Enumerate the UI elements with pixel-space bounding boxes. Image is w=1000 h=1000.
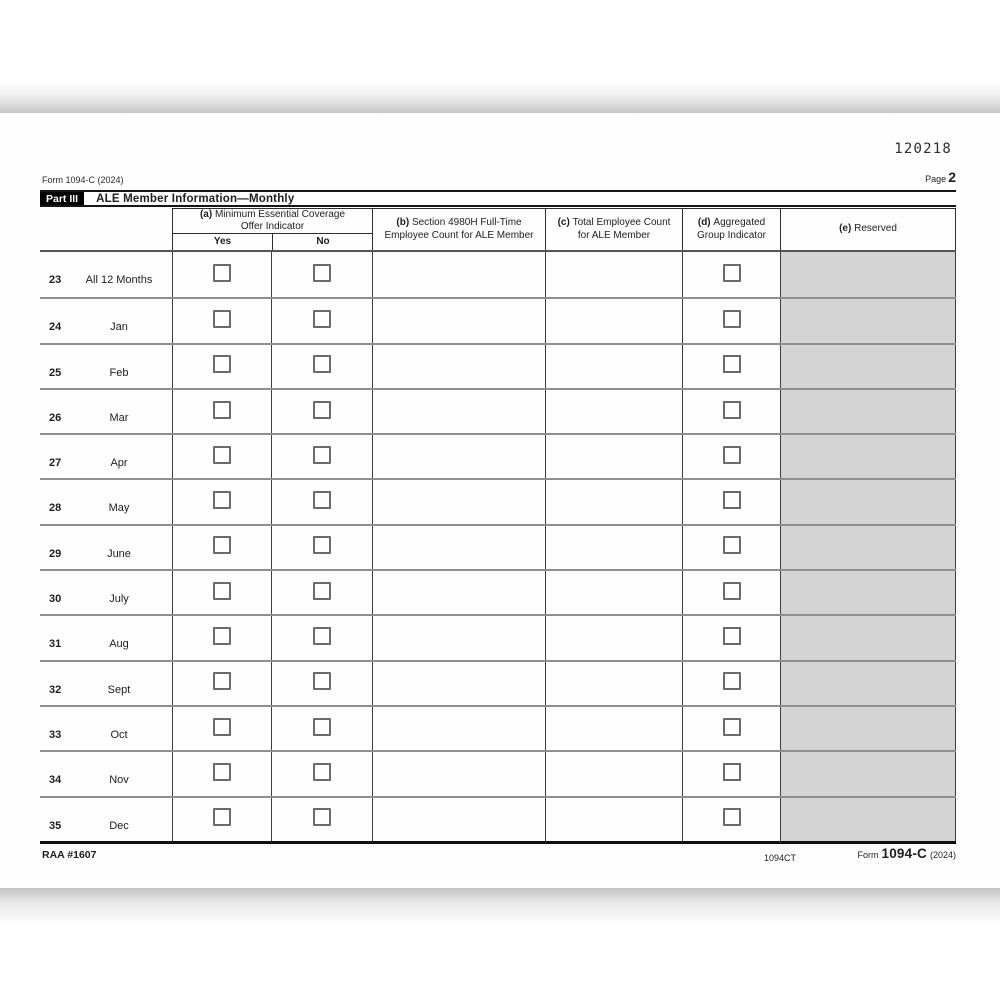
no-checkbox[interactable]: [313, 491, 331, 509]
yes-checkbox[interactable]: [213, 264, 231, 282]
no-checkbox[interactable]: [313, 808, 331, 826]
form-word: Form: [857, 850, 879, 860]
row-label-cell: [40, 616, 172, 659]
aggregated-cell: [682, 662, 780, 705]
page-number: [925, 169, 956, 185]
line-number: 35: [49, 819, 62, 832]
no-checkbox[interactable]: [313, 672, 331, 690]
no-checkbox[interactable]: [313, 355, 331, 373]
line-number: 28: [49, 502, 62, 515]
no-cell: [271, 571, 372, 614]
reserved-cell: [780, 390, 956, 433]
no-cell: [271, 435, 372, 478]
no-checkbox[interactable]: [313, 310, 331, 328]
fulltime-count-cell[interactable]: [372, 707, 545, 750]
part-iii-title: ALE Member Information—Monthly: [96, 192, 295, 205]
yes-cell: [172, 616, 271, 659]
fulltime-count-cell[interactable]: [372, 390, 545, 433]
yes-checkbox[interactable]: [213, 310, 231, 328]
line-number: 25: [49, 366, 62, 379]
total-count-cell[interactable]: [545, 345, 682, 388]
yes-column-header: Yes: [213, 235, 232, 247]
yes-checkbox[interactable]: [213, 491, 231, 509]
aggregated-cell: [682, 345, 780, 388]
month-label: Apr: [110, 457, 128, 470]
month-label: Sept: [107, 683, 131, 696]
yes-cell: [172, 345, 271, 388]
month-label: May: [108, 502, 130, 515]
fulltime-count-cell[interactable]: [372, 345, 545, 388]
reserved-cell: [780, 798, 956, 841]
total-count-cell[interactable]: [545, 299, 682, 342]
catalog-code: 1094CT: [764, 853, 797, 863]
col-b-header: [372, 208, 545, 250]
no-checkbox[interactable]: [313, 264, 331, 282]
line-number: 24: [49, 321, 62, 334]
no-cell: [271, 390, 372, 433]
row-label-cell: [40, 480, 172, 523]
reserved-cell: [780, 252, 956, 297]
form-footer-id: [858, 846, 957, 861]
yes-cell: [172, 435, 271, 478]
form-number: 1094-C: [881, 846, 927, 861]
fulltime-count-cell[interactable]: [372, 526, 545, 569]
row-label-column-header: [40, 208, 172, 250]
col-c-header: [545, 208, 682, 250]
col-d-line2: Group Indicator: [697, 229, 766, 241]
aggregated-group-checkbox[interactable]: [723, 582, 741, 600]
col-d-prefix: (d): [697, 217, 711, 228]
row-label-cell: [40, 752, 172, 795]
table-row-nov: [40, 750, 956, 795]
aggregated-group-checkbox[interactable]: [723, 536, 741, 554]
col-a-header: [172, 208, 372, 250]
fulltime-count-cell[interactable]: [372, 435, 545, 478]
page-word: Page: [925, 174, 947, 184]
monthly-table: [40, 208, 956, 844]
no-checkbox[interactable]: [313, 401, 331, 419]
fulltime-count-cell[interactable]: [372, 299, 545, 342]
month-label: June: [107, 547, 131, 560]
line-number: 33: [49, 728, 62, 741]
fulltime-count-cell[interactable]: [372, 798, 545, 841]
no-checkbox[interactable]: [313, 446, 331, 464]
aggregated-group-checkbox[interactable]: [723, 401, 741, 419]
col-a-line1: Minimum Essential Coverage: [214, 209, 346, 220]
aggregated-group-checkbox[interactable]: [723, 355, 741, 373]
fulltime-count-cell[interactable]: [372, 571, 545, 614]
col-b-line2: Employee Count for ALE Member: [384, 229, 534, 241]
total-count-cell[interactable]: [545, 480, 682, 523]
row-label-cell: [40, 390, 172, 433]
page-number-value: 2: [948, 169, 956, 185]
aggregated-group-checkbox[interactable]: [723, 310, 741, 328]
part-iii-header-bar: [40, 190, 956, 207]
yes-cell: [172, 707, 271, 750]
reserved-cell: [780, 571, 956, 614]
yes-no-subheader: [173, 234, 372, 250]
aggregated-group-checkbox[interactable]: [723, 808, 741, 826]
form-year: (2024): [929, 850, 956, 860]
no-cell: [271, 299, 372, 342]
total-count-cell[interactable]: [545, 571, 682, 614]
no-cell: [271, 252, 372, 297]
table-header-row: [40, 208, 956, 252]
no-column-header: No: [272, 234, 373, 250]
no-cell: [271, 707, 372, 750]
yes-checkbox[interactable]: [213, 401, 231, 419]
aggregated-cell: [682, 299, 780, 342]
row-label-cell: [40, 435, 172, 478]
line-number: 26: [49, 411, 62, 424]
fulltime-count-cell[interactable]: [372, 252, 545, 297]
col-c-prefix: (c): [557, 217, 570, 228]
row-label-cell: [40, 571, 172, 614]
col-b-prefix: (b): [396, 217, 410, 228]
total-count-cell[interactable]: [545, 798, 682, 841]
yes-checkbox[interactable]: [213, 536, 231, 554]
yes-cell: [172, 299, 271, 342]
no-cell: [271, 798, 372, 841]
line-number: 27: [49, 457, 62, 470]
month-label: Nov: [109, 774, 129, 787]
yes-cell: [172, 252, 271, 297]
yes-cell: [172, 752, 271, 795]
reserved-cell: [780, 616, 956, 659]
table-row-all-12-months: [40, 252, 956, 297]
fulltime-count-cell[interactable]: [372, 752, 545, 795]
col-a-prefix: (a): [199, 209, 213, 220]
table-row-apr: [40, 433, 956, 478]
fulltime-count-cell[interactable]: [372, 662, 545, 705]
yes-cell: [172, 571, 271, 614]
aggregated-group-checkbox[interactable]: [723, 627, 741, 645]
col-e-line1: Reserved: [854, 223, 897, 235]
total-count-cell[interactable]: [545, 616, 682, 659]
aggregated-cell: [682, 616, 780, 659]
row-label-cell: [40, 299, 172, 342]
fulltime-count-cell[interactable]: [372, 616, 545, 659]
col-e-header: [780, 208, 956, 250]
col-c-line2: for ALE Member: [577, 229, 651, 241]
form-id-label: Form 1094-C (2024): [42, 175, 124, 185]
page-bottom-shadow: [0, 888, 1000, 926]
no-checkbox[interactable]: [313, 718, 331, 736]
yes-checkbox[interactable]: [213, 718, 231, 736]
aggregated-cell: [682, 571, 780, 614]
month-label: Mar: [109, 411, 129, 424]
month-label: Aug: [109, 638, 129, 651]
table-row-oct: [40, 705, 956, 750]
aggregated-cell: [682, 480, 780, 523]
line-number: 34: [49, 774, 62, 787]
yes-checkbox[interactable]: [213, 582, 231, 600]
col-d-line1: Aggregated: [713, 217, 766, 228]
line-number: 29: [49, 547, 62, 560]
page-top-shadow: [0, 82, 1000, 113]
col-a-title: [173, 209, 372, 234]
scan-serial-number: 120218: [894, 141, 952, 157]
table-body: [40, 252, 956, 841]
reserved-cell: [780, 752, 956, 795]
month-label: Jan: [110, 321, 128, 334]
raa-number: RAA #1607: [42, 849, 97, 861]
col-c-line1: Total Employee Count: [572, 217, 671, 228]
aggregated-group-checkbox[interactable]: [723, 491, 741, 509]
yes-checkbox[interactable]: [213, 808, 231, 826]
aggregated-group-checkbox[interactable]: [723, 718, 741, 736]
aggregated-cell: [682, 435, 780, 478]
table-row-sept: [40, 660, 956, 705]
col-b-line1: Section 4980H Full-Time: [411, 217, 522, 228]
yes-cell: [172, 798, 271, 841]
row-label-cell: [40, 526, 172, 569]
no-checkbox[interactable]: [313, 536, 331, 554]
table-row-aug: [40, 614, 956, 659]
aggregated-cell: [682, 526, 780, 569]
line-number: 32: [49, 683, 62, 696]
yes-checkbox[interactable]: [213, 446, 231, 464]
table-row-june: [40, 524, 956, 569]
yes-checkbox[interactable]: [213, 672, 231, 690]
aggregated-cell: [682, 798, 780, 841]
aggregated-group-checkbox[interactable]: [723, 446, 741, 464]
table-row-jan: [40, 297, 956, 342]
no-cell: [271, 526, 372, 569]
yes-checkbox[interactable]: [213, 355, 231, 373]
aggregated-group-checkbox[interactable]: [723, 763, 741, 781]
no-cell: [271, 752, 372, 795]
aggregated-cell: [682, 252, 780, 297]
no-cell: [271, 662, 372, 705]
line-number: 31: [49, 638, 62, 651]
row-label-cell: [40, 707, 172, 750]
aggregated-cell: [682, 390, 780, 433]
no-checkbox[interactable]: [313, 763, 331, 781]
month-label: Feb: [109, 366, 129, 379]
table-row-july: [40, 569, 956, 614]
month-label: Dec: [109, 819, 129, 832]
part-iii-badge: Part III: [40, 192, 84, 205]
no-checkbox[interactable]: [313, 582, 331, 600]
aggregated-cell: [682, 707, 780, 750]
reserved-cell: [780, 480, 956, 523]
total-count-cell[interactable]: [545, 526, 682, 569]
total-count-cell[interactable]: [545, 390, 682, 433]
total-count-cell[interactable]: [545, 252, 682, 297]
table-row-feb: [40, 343, 956, 388]
reserved-cell: [780, 345, 956, 388]
month-label: July: [109, 593, 129, 606]
row-label-cell: [40, 345, 172, 388]
total-count-cell[interactable]: [545, 752, 682, 795]
table-row-dec: [40, 796, 956, 841]
line-number: 23: [49, 274, 62, 286]
line-number: 30: [49, 593, 62, 606]
row-label-cell: [40, 252, 172, 297]
col-a-line2: Offer Indicator: [240, 221, 305, 232]
reserved-cell: [780, 662, 956, 705]
fulltime-count-cell[interactable]: [372, 480, 545, 523]
aggregated-cell: [682, 752, 780, 795]
reserved-cell: [780, 707, 956, 750]
no-cell: [271, 480, 372, 523]
reserved-cell: [780, 299, 956, 342]
table-row-may: [40, 478, 956, 523]
yes-checkbox[interactable]: [213, 763, 231, 781]
col-e-prefix: (e): [839, 223, 852, 235]
row-label-cell: [40, 798, 172, 841]
total-count-cell[interactable]: [545, 707, 682, 750]
month-label: All 12 Months: [85, 274, 153, 286]
yes-cell: [172, 662, 271, 705]
yes-cell: [172, 526, 271, 569]
yes-checkbox[interactable]: [213, 627, 231, 645]
month-label: Oct: [110, 728, 128, 741]
reserved-cell: [780, 435, 956, 478]
table-row-mar: [40, 388, 956, 433]
total-count-cell[interactable]: [545, 435, 682, 478]
reserved-cell: [780, 526, 956, 569]
no-checkbox[interactable]: [313, 627, 331, 645]
aggregated-group-checkbox[interactable]: [723, 672, 741, 690]
aggregated-group-checkbox[interactable]: [723, 264, 741, 282]
row-label-cell: [40, 662, 172, 705]
form-sheet: [0, 113, 1000, 888]
total-count-cell[interactable]: [545, 662, 682, 705]
col-d-header: [682, 208, 780, 250]
yes-cell: [172, 390, 271, 433]
no-cell: [271, 616, 372, 659]
no-cell: [271, 345, 372, 388]
yes-cell: [172, 480, 271, 523]
